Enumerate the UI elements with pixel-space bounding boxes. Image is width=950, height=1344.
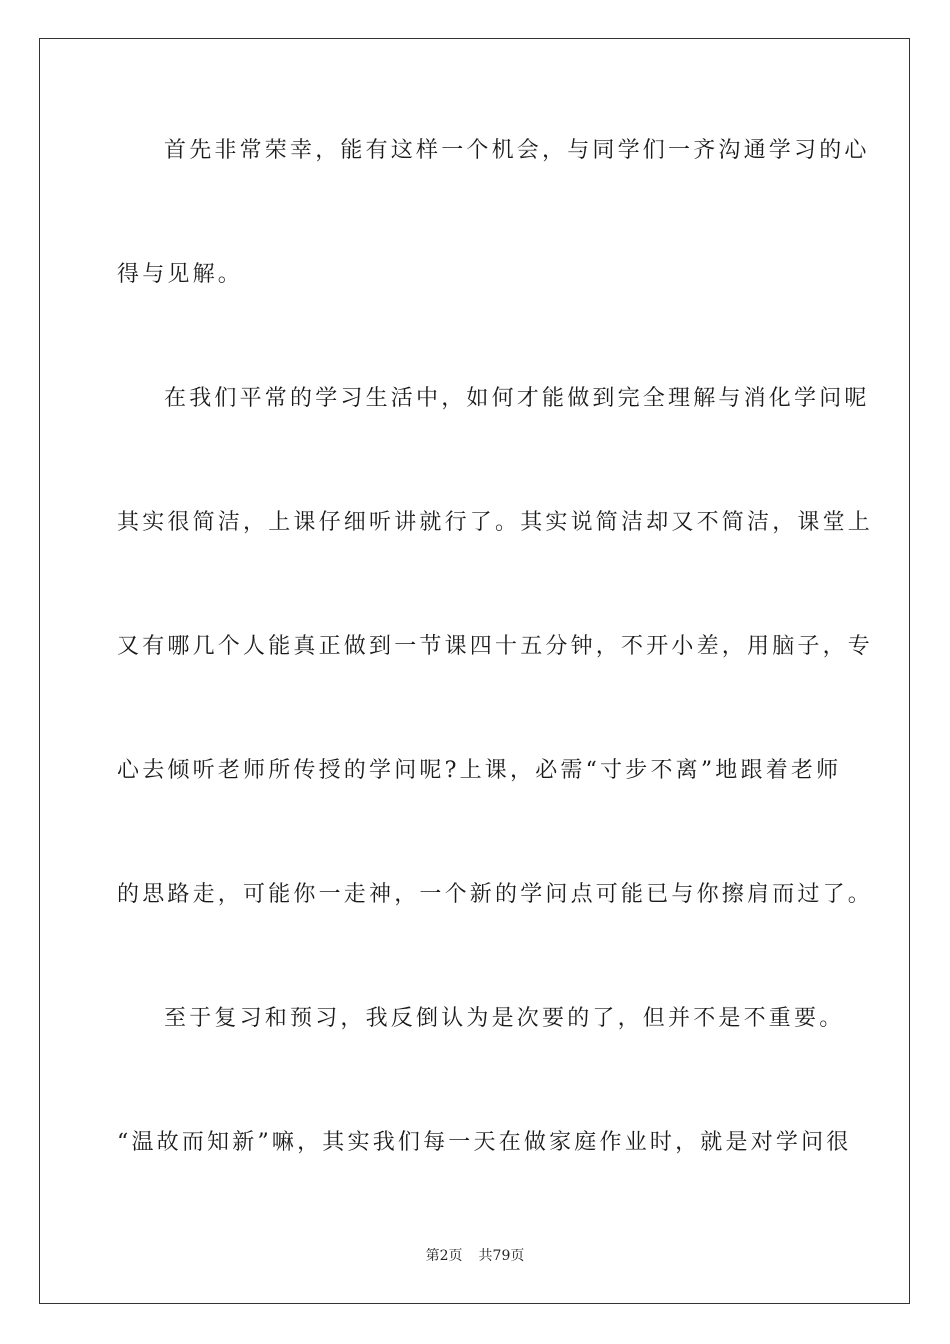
text-line: 至于复习和预习，我反倒认为是次要的了，但并不是不重要。 <box>164 1006 845 1031</box>
text-line: 在我们平常的学习生活中，如何才能做到完全理解与消化学问呢 <box>164 386 870 411</box>
text-line: 其实很简洁，上课仔细听讲就行了。其实说简洁却又不简洁，课堂上 <box>117 510 874 535</box>
page-border <box>39 38 910 1304</box>
page-number: 第2页 <box>425 1248 463 1264</box>
text-line: 首先非常荣幸，能有这样一个机会，与同学们一齐沟通学习的心 <box>164 138 870 163</box>
text-line: “温故而知新”嘛，其实我们每一天在做家庭作业时，就是对学问很 <box>117 1130 852 1155</box>
text-line: 的思路走，可能你一走神，一个新的学问点可能已与你擦肩而过了。 <box>117 882 874 907</box>
page-total: 共79页 <box>478 1248 525 1264</box>
text-line: 心去倾听老师所传授的学问呢?上课，必需“寸步不离”地跟着老师 <box>117 758 842 783</box>
text-line: 又有哪几个人能真正做到一节课四十五分钟，不开小差，用脑子，专 <box>117 634 874 659</box>
page-footer <box>0 1246 950 1266</box>
text-line: 得与见解。 <box>117 262 244 287</box>
